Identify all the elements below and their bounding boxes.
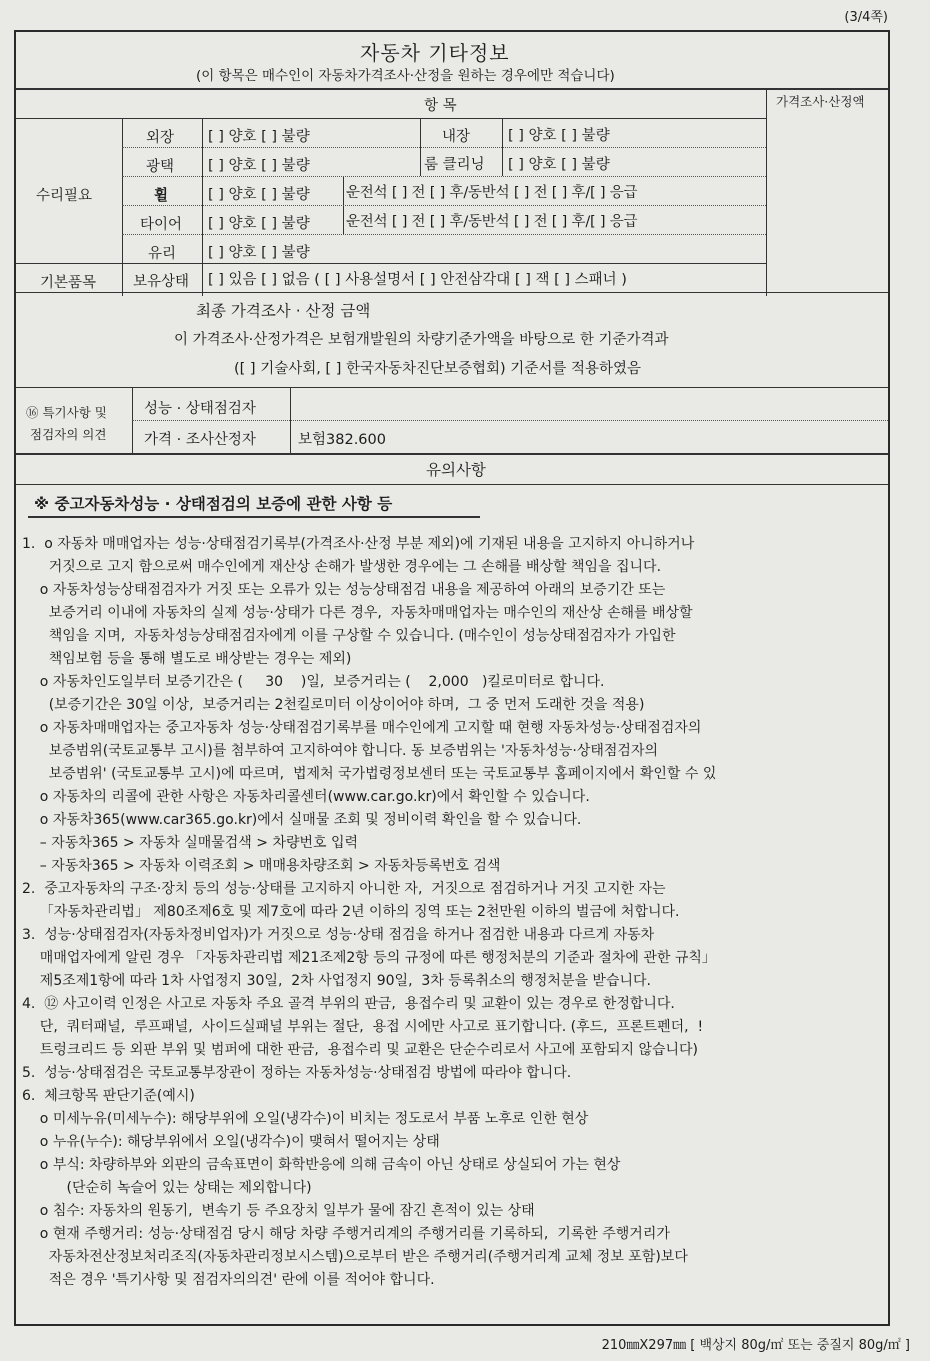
paper-spec-footer: 210㎜X297㎜ [ 백상지 80g/㎡ 또는 중질지 80g/㎡ ] bbox=[601, 1338, 910, 1353]
notice-line: 6. 체크항목 판단기준(예시) bbox=[22, 1088, 195, 1104]
notice-line: o 침수: 자동차의 원동기, 변속기 등 주요장치 일부가 물에 잠긴 흔적이 있는 상태 bbox=[22, 1203, 535, 1219]
notice-section-title: ※ 중고자동차성능 · 상태점검의 보증에 관한 사항 등 bbox=[34, 495, 393, 513]
repair-status-exterior[interactable]: [ ] 양호 [ ] 불량 bbox=[208, 129, 310, 145]
notice-line: o 현재 주행거리: 성능·상태점검 당시 해당 차량 주행거리계의 주행거리를 기록하되, 기록한 주행거리가 bbox=[22, 1226, 670, 1242]
opinion-label-line2: 점검자의 의견 bbox=[30, 427, 107, 442]
notice-line: 제5조제1항에 따라 1차 사업정지 30일, 2차 사업정지 90일, 3차 등록취소의 행정처분을 받습니다. bbox=[22, 973, 651, 989]
notice-line: 트렁크리드 등 외판 부위 및 범퍼에 대한 판금, 용접수리 및 교환은 단순수리로서 사고에 포함되지 않습니다) bbox=[22, 1042, 698, 1058]
final-price-title: 최종 가격조사 · 산정 금액 bbox=[196, 302, 371, 320]
notice-line: 적은 경우 '특기사항 및 점검자의의견' 란에 이를 적어야 합니다. bbox=[22, 1272, 435, 1288]
notice-line: 단, 쿼터패널, 루프패널, 사이드실패널 부위는 절단, 용접 시에만 사고로 표기합니다. (후드, 프론트펜더, ! bbox=[22, 1019, 704, 1035]
repair-status-room-cleaning[interactable]: [ ] 양호 [ ] 불량 bbox=[508, 157, 610, 173]
repair-status-tire[interactable]: [ ] 양호 [ ] 불량 bbox=[208, 216, 310, 232]
repair-detail-tire[interactable]: 운전석 [ ] 전 [ ] 후/동반석 [ ] 전 [ ] 후/[ ] 응급 bbox=[346, 214, 638, 230]
notice-line: o 자동차의 리콜에 관한 사항은 자동차리콜센터(www.car.go.kr)에서 확인할 수 있습니다. bbox=[22, 789, 590, 805]
notice-line: 5. 성능·상태점검은 국토교통부장관이 정하는 자동차성능·상태점검 방법에 따라야 합니다. bbox=[22, 1065, 572, 1081]
notice-line: o 미세누유(미세누수): 해당부위에 오일(냉각수)이 비치는 정도로서 부품 노후로 인한 현상 bbox=[22, 1111, 589, 1127]
repair-label-gloss: 광택 bbox=[146, 159, 175, 175]
notice-line: (단순히 녹슬어 있는 상태는 제외합니다) bbox=[22, 1180, 312, 1196]
notice-line: o 자동차인도일부터 보증기간은 ( 30 )일, 보증거리는 ( 2,000 )킬로미터로 합니다. bbox=[22, 674, 605, 690]
notice-line: o 누유(누수): 해당부위에서 오일(냉각수)이 맺혀서 떨어지는 상태 bbox=[22, 1134, 440, 1150]
repair-label-interior: 내장 bbox=[442, 129, 471, 145]
notice-line: – 자동차365 > 자동차 이력조회 > 매매용차량조회 > 자동차등록번호 검색 bbox=[22, 858, 501, 874]
final-price-line1: 이 가격조사·산정가격은 보험개발원의 차량기준가액을 바탕으로 한 기준가격과 bbox=[174, 332, 669, 348]
notice-line: 보증범위' (국토교통부 고시)에 따르며, 법제처 국가법령정보센터 또는 국토교통부 홈페이지에서 확인할 수 있 bbox=[22, 766, 717, 782]
basic-items-value[interactable]: [ ] 있음 [ ] 없음 ( [ ] 사용설명서 [ ] 안전삼각대 [ ] 잭 [ ] 스패너 ) bbox=[208, 272, 627, 288]
notice-line: o 부식: 차량하부와 외판의 금속표면이 화학반응에 의해 금속이 아닌 상태로 상실되어 가는 현상 bbox=[22, 1157, 621, 1173]
notice-line: 자동차전산정보처리조직(자동차관리정보시스템)으로부터 받은 주행거리(주행거리계 교체 정보 포함)보다 bbox=[22, 1249, 688, 1265]
notice-line: 4. ⑫ 사고이력 인정은 사고로 자동차 주요 골격 부위의 판금, 용접수리 및 교환이 있는 경우로 한정합니다. bbox=[22, 996, 675, 1012]
notice-line: o 자동차365(www.car365.go.kr)에서 실매물 조회 및 정비이력 확인을 할 수 있습니다. bbox=[22, 812, 582, 828]
notice-line: 보증범위(국토교통부 고시)를 첨부하여 고지하여야 합니다. 동 보증범위는 '자동차성능·상태점검자의 bbox=[22, 743, 659, 759]
notice-line: o 자동차매매업자는 중고자동차 성능·상태점검기록부를 매수인에게 고지할 때 현행 자동차성능·상태점검자의 bbox=[22, 720, 702, 736]
basic-items-sublabel: 보유상태 bbox=[133, 274, 190, 290]
repair-label-wheel: 휠 bbox=[154, 188, 169, 204]
item-header: 항 목 bbox=[424, 98, 457, 114]
basic-items-label: 기본품목 bbox=[40, 275, 97, 291]
notice-line: (보증기간은 30일 이상, 보증거리는 2천킬로미터 이상이어야 하며, 그 중 먼저 도래한 것을 적용) bbox=[22, 697, 645, 713]
notice-line: 거짓으로 고지 함으로써 매수인에게 재산상 손해가 발생한 경우에는 그 손해를 배상할 책임을 집니다. bbox=[22, 559, 662, 575]
notice-body bbox=[22, 533, 882, 1292]
notice-title: 유의사항 bbox=[426, 461, 486, 479]
repair-label-room-cleaning: 룸 클리닝 bbox=[424, 157, 485, 173]
final-price-line2: ([ ] 기술사회, [ ] 한국자동차진단보증협회) 기준서를 적용하였음 bbox=[234, 361, 641, 377]
opinion-label-line1: ⑯ 특기사항 및 bbox=[26, 405, 107, 420]
repair-label-exterior: 외장 bbox=[146, 130, 175, 146]
repair-status-wheel[interactable]: [ ] 양호 [ ] 불량 bbox=[208, 187, 310, 203]
repair-status-interior[interactable]: [ ] 양호 [ ] 불량 bbox=[508, 128, 610, 144]
repair-status-gloss[interactable]: [ ] 양호 [ ] 불량 bbox=[208, 158, 310, 174]
notice-line: 책임보험 등을 통해 별도로 배상받는 경우는 제외) bbox=[22, 651, 352, 667]
notice-line: 「자동차관리법」 제80조제6호 및 제7호에 따라 2년 이하의 징역 또는 2천만원 이하의 벌금에 처합니다. bbox=[22, 904, 680, 920]
appraiser-label: 가격 · 조사산정자 bbox=[144, 432, 256, 448]
form-title: 자동차 기타정보 bbox=[360, 41, 510, 65]
repair-status-glass[interactable]: [ ] 양호 [ ] 불량 bbox=[208, 245, 310, 261]
notice-line: 3. 성능·상태점검자(자동차정비업자)가 거짓으로 성능·상태 점검을 하거나 점검한 내용과 다르게 자동차 bbox=[22, 927, 655, 943]
price-header: 가격조사·산정액 bbox=[776, 94, 865, 109]
page-number: (3/4쪽) bbox=[844, 10, 888, 25]
notice-line: 매매업자에게 알린 경우 「자동차관리법 제21조제2항 등의 규정에 따른 행정처분의 기준과 절차에 관한 규칙」 bbox=[22, 950, 716, 966]
appraiser-value[interactable]: 보험382.600 bbox=[298, 432, 386, 448]
notice-line: 책임을 지며, 자동차성능상태점검자에게 이를 구상할 수 있습니다. (매수인이 성능상태점검자가 가입한 bbox=[22, 628, 676, 644]
notice-line: o 자동차성능상태점검자가 거짓 또는 오류가 있는 성능상태점검 내용을 제공하여 아래의 보증기간 또는 bbox=[22, 582, 666, 598]
notice-line: – 자동차365 > 자동차 실매물검색 > 차량번호 입력 bbox=[22, 835, 359, 851]
inspector-label: 성능 · 상태점검자 bbox=[144, 401, 256, 417]
notice-line: 보증거리 이내에 자동차의 실제 성능·상태가 다른 경우, 자동차매매업자는 매수인의 재산상 손해를 배상할 bbox=[22, 605, 693, 621]
repair-label-tire: 타이어 bbox=[140, 217, 183, 233]
notice-line: 1. o 자동차 매매업자는 성능·상태점검기록부(가격조사·산정 부분 제외)에 기재된 내용을 고지하지 아니하거나 bbox=[22, 536, 695, 552]
repair-detail-wheel[interactable]: 운전석 [ ] 전 [ ] 후/동반석 [ ] 전 [ ] 후/[ ] 응급 bbox=[346, 185, 638, 201]
repair-group-label: 수리필요 bbox=[36, 188, 93, 204]
notice-line: 2. 중고자동차의 구조·장치 등의 성능·상태를 고지하지 아니한 자, 거짓으로 점검하거나 거짓 고지한 자는 bbox=[22, 881, 666, 897]
repair-label-glass: 유리 bbox=[148, 246, 177, 262]
form-subtitle: (이 항목은 매수인이 자동차가격조사·산정을 원하는 경우에만 적습니다) bbox=[196, 68, 615, 84]
